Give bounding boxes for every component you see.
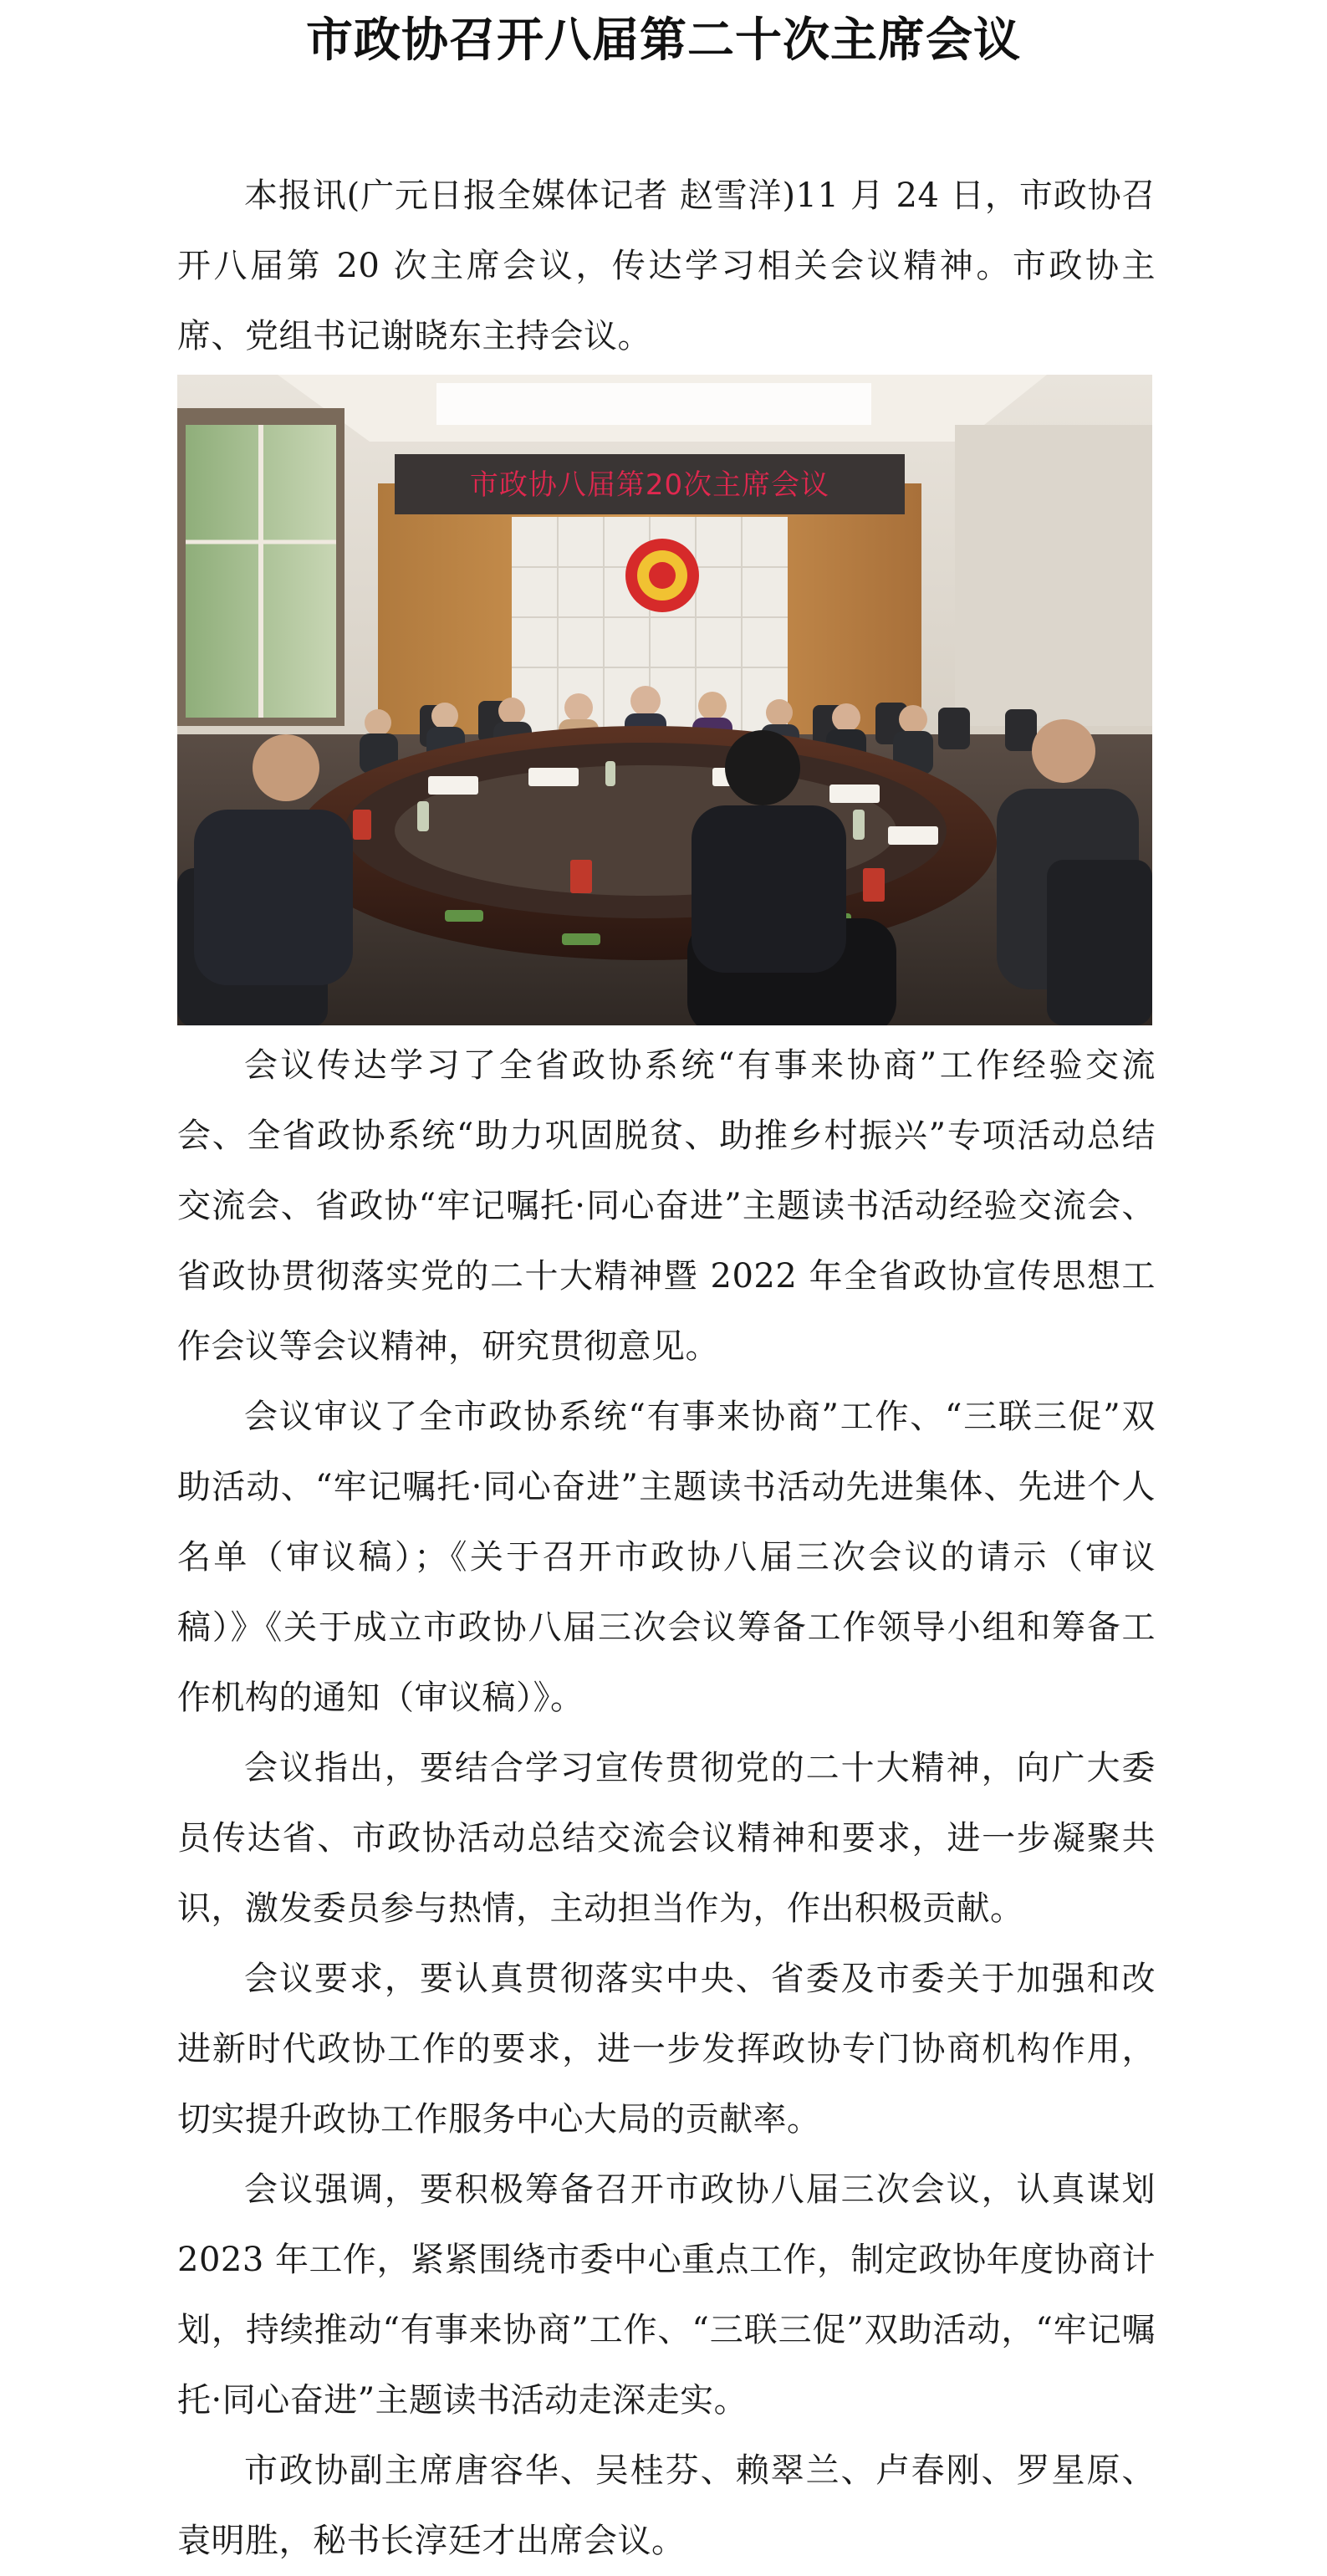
meeting-photo-illustration [177,375,1152,1025]
article-title: 市政协召开八届第二十次主席会议 [306,13,1021,68]
body-paragraph-1: 会议传达学习了全省政协系统“有事来协商”工作经验交流会、全省政协系统“助力巩固脱贫、助推乡村振兴”专项活动总结交流会、省政协“牢记嘱托·同心奋进”主题读书活动经验交流会、省政协贯彻落实党的二十大精神暨 2022 年全省政协宣传思想工作会议等会议精神，研究贯彻意见。 [177,1046,1156,1366]
body-paragraph-4: 会议要求，要认真贯彻落实中央、省委及市委关于加强和改进新时代政协工作的要求，进一步发挥政协专门协商机构作用，切实提升政协工作服务中心大局的贡献率。 [177,1960,1156,2139]
body-section [177,1030,1156,2576]
banner-text: 市政协八届第20次主席会议 [469,468,830,502]
meeting-photo [177,375,1152,1025]
body-paragraph-6: 市政协副主席唐容华、吴桂芬、赖翠兰、卢春刚、罗星原、袁明胜，秘书长淳廷才出席会议。 [177,2451,1156,2560]
body-paragraph-5: 会议强调，要积极筹备召开市政协八届三次会议，认真谋划 2023 年工作，紧紧围绕市委中心重点工作，制定政协年度协商计划，持续推动“有事来协商”工作、“三联三促”双助活动，“牢记嘱托·同心奋进”主题读书活动走深走实。 [177,2170,1156,2420]
intro-paragraph: 本报讯(广元日报全媒体记者 赵雪洋)11 月 24 日，市政协召开八届第 20 次主席会议，传达学习相关会议精神。市政协主席、党组书记谢晓东主持会议。 [177,176,1156,355]
body-paragraph-3: 会议指出，要结合学习宣传贯彻党的二十大精神，向广大委员传达省、市政协活动总结交流会议精神和要求，进一步凝聚共识，激发委员参与热情，主动担当作为，作出积极贡献。 [177,1749,1156,1928]
body-paragraph-2: 会议审议了全市政协系统“有事来协商”工作、“三联三促”双助活动、“牢记嘱托·同心奋进”主题读书活动先进集体、先进个人名单（审议稿）；《关于召开市政协八届三次会议的请示（审议稿）》《关于成立市政协八届三次会议筹备工作领导小组和筹备工作机构的通知（审议稿）》。 [177,1398,1156,1717]
intro-section [177,161,1156,371]
